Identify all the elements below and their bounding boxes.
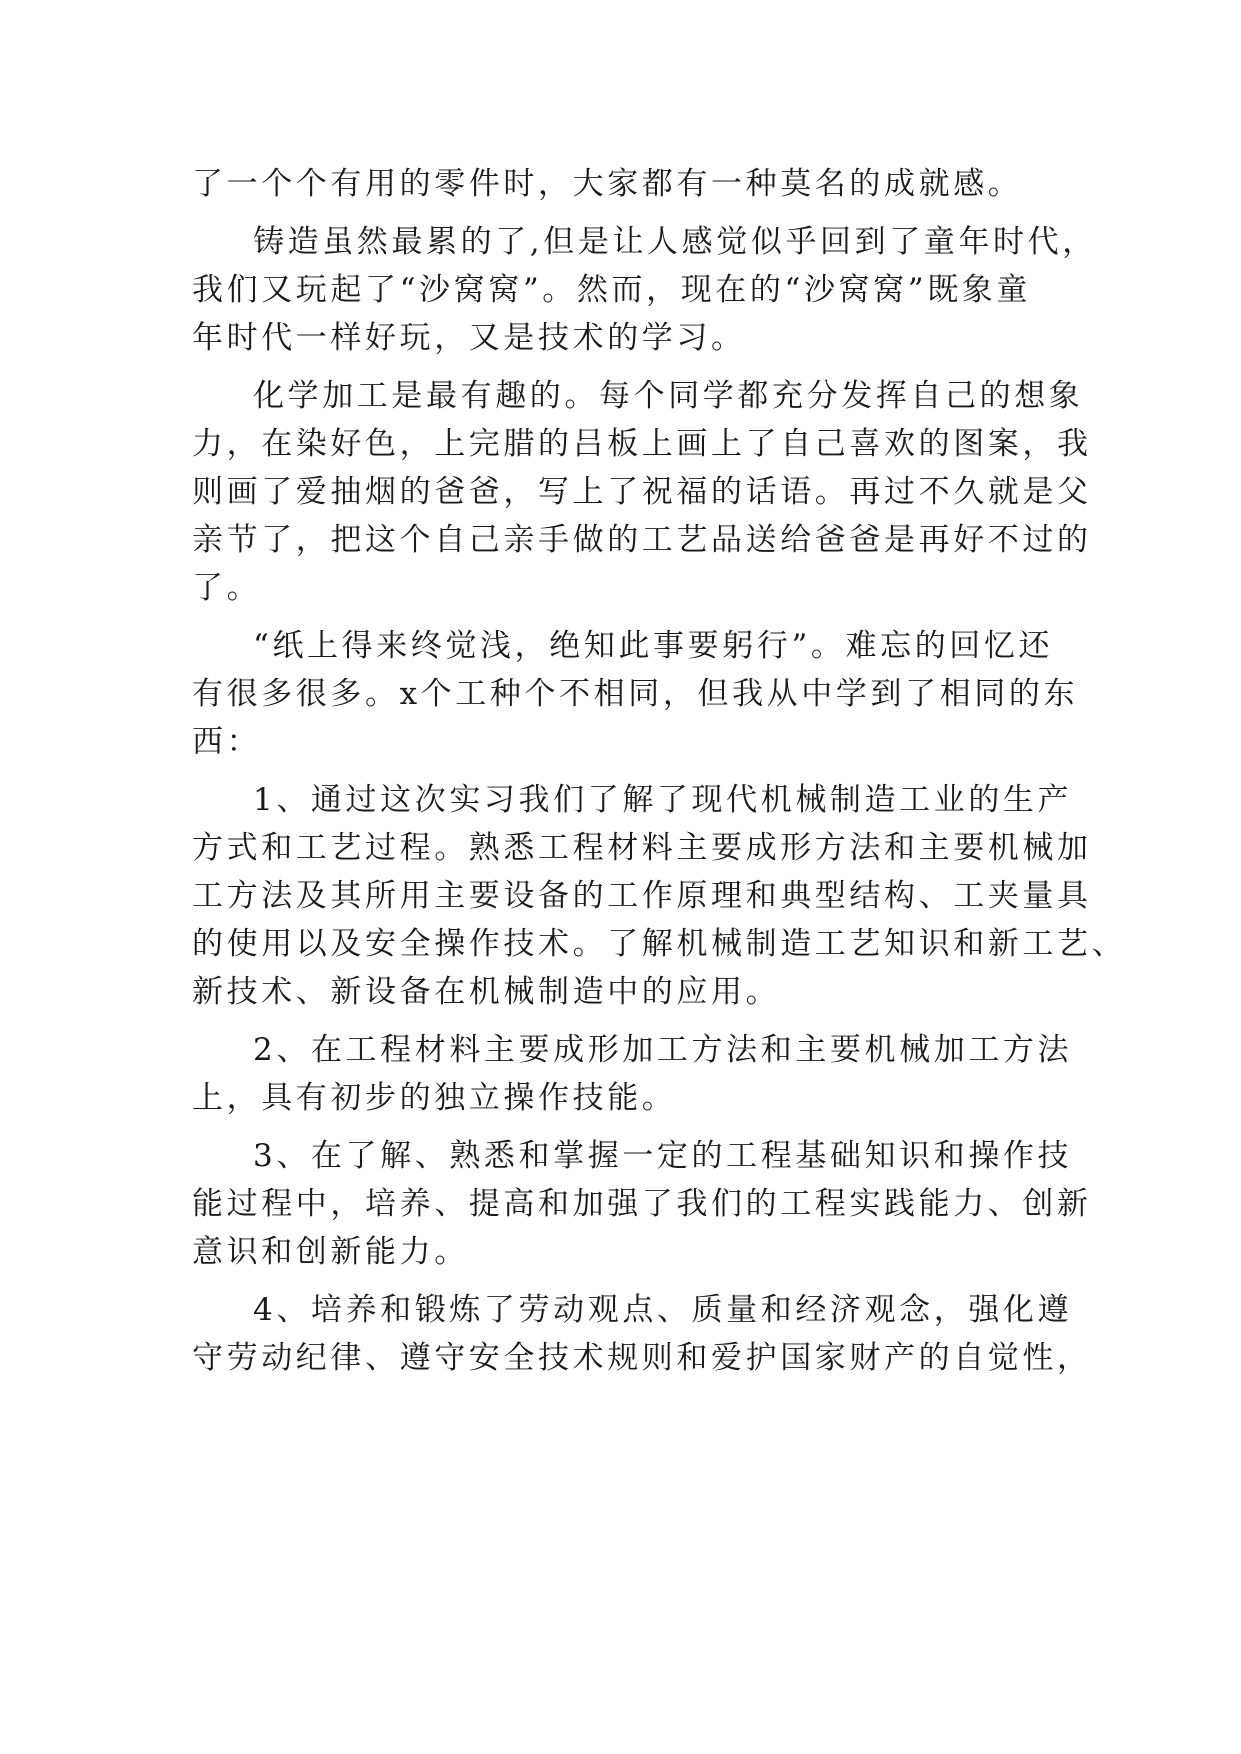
text-line: 年时代一样好玩，又是技术的学习。 xyxy=(192,320,746,356)
text-line: 方式和工艺过程。熟悉工程材料主要成形方法和主要机械加 xyxy=(192,830,1092,866)
text-line: 了一个个有用的零件时，大家都有一种莫名的成就感。 xyxy=(192,166,1023,202)
text-line: 工方法及其所用主要设备的工作原理和典型结构、工夹量具 xyxy=(192,878,1092,914)
paragraph-first-line: 铸造虽然最累的了,但是让人感觉似乎回到了童年时代， xyxy=(253,224,1097,260)
text-line: 西： xyxy=(192,724,262,760)
paragraph-first-line: 4、培养和锻炼了劳动观点、质量和经济观念，强化遵 xyxy=(253,1292,1073,1328)
text-line: 我们又玩起了“沙窝窝”。然而，现在的“沙窝窝”既象童 xyxy=(192,272,1031,308)
text-line: 能过程中，培养、提高和加强了我们的工程实践能力、创新 xyxy=(192,1186,1092,1222)
text-line: 亲节了，把这个自己亲手做的工艺品送给爸爸是再好不过的 xyxy=(192,522,1092,558)
paragraph-first-line: 化学加工是最有趣的。每个同学都充分发挥自己的想象 xyxy=(253,378,1084,414)
paragraph-first-line: 3、在了解、熟悉和掌握一定的工程基础知识和操作技 xyxy=(253,1138,1073,1174)
paragraph-first-line: 2、在工程材料主要成形加工方法和主要机械加工方法 xyxy=(253,1032,1073,1068)
text-line: 了。 xyxy=(192,570,262,606)
paragraph-first-line: 1、通过这次实习我们了解了现代机械制造工业的生产 xyxy=(253,782,1073,818)
text-line: 有很多很多。x个工种个不相同，但我从中学到了相同的东 xyxy=(192,676,1079,712)
paragraph-first-line: “纸上得来终觉浅，绝知此事要躬行”。难忘的回忆还 xyxy=(253,628,1054,664)
text-line: 上，具有初步的独立操作技能。 xyxy=(192,1080,677,1116)
text-line: 力，在染好色，上完腊的吕板上画上了自己喜欢的图案，我 xyxy=(192,426,1092,462)
text-line: 意识和创新能力。 xyxy=(192,1234,469,1270)
text-line: 守劳动纪律、遵守安全技术规则和爱护国家财产的自觉性， xyxy=(192,1340,1092,1376)
text-line: 的使用以及安全操作技术。了解机械制造工艺知识和新工艺、 xyxy=(192,926,1127,962)
text-line: 则画了爱抽烟的爸爸，写上了祝福的话语。再过不久就是父 xyxy=(192,474,1092,510)
text-line: 新技术、新设备在机械制造中的应用。 xyxy=(192,974,781,1010)
